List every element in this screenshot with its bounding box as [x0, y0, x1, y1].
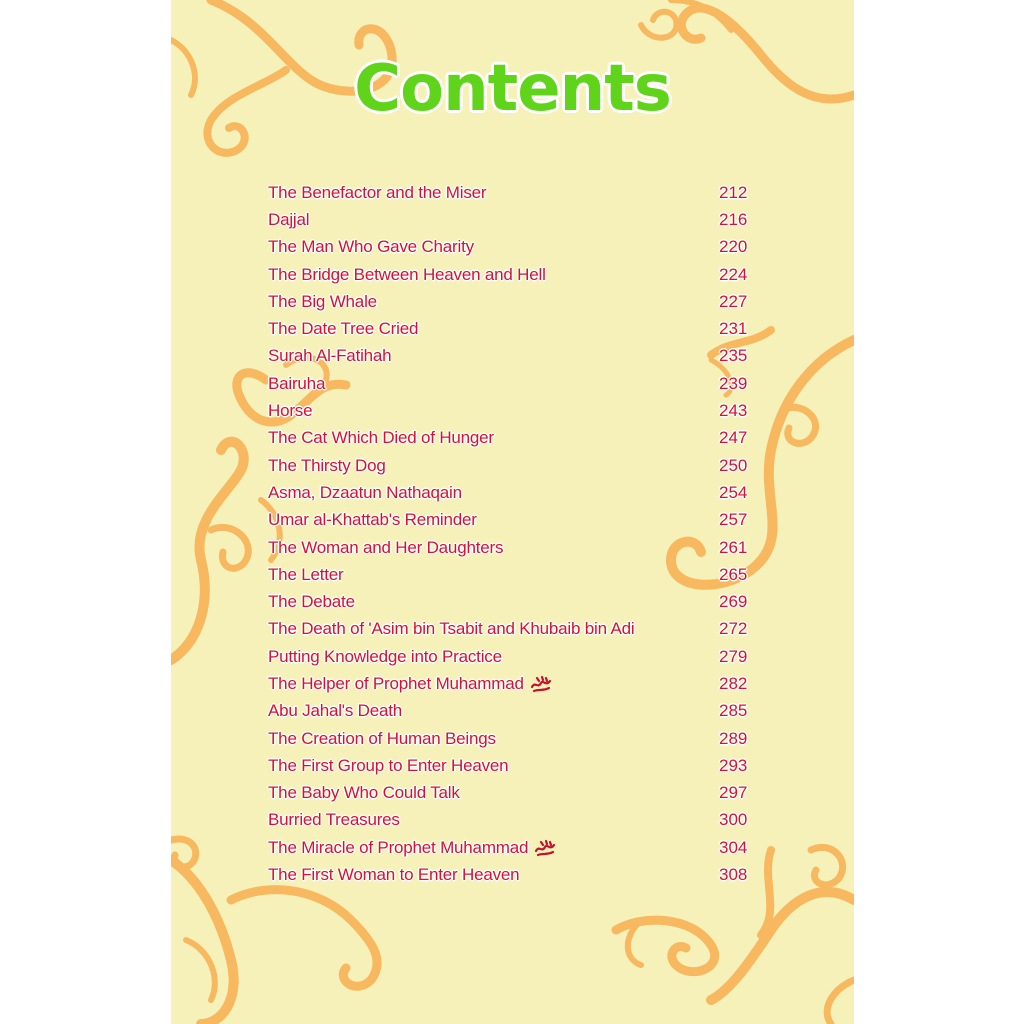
toc-entry [268, 616, 755, 643]
toc-entry-page-number: 257 [719, 510, 748, 530]
toc-entry-page-number: 254 [719, 482, 748, 502]
toc-entry-title [268, 729, 496, 749]
toc-entry-title-text: Horse [268, 401, 313, 421]
toc-entry-title-text: Surah Al-Fatihah [268, 346, 392, 366]
toc-entry-title [268, 619, 634, 639]
toc-entry [268, 315, 755, 342]
toc-entry-page-number: 227 [719, 291, 748, 311]
toc-entry-title-text: The Big Whale [268, 291, 377, 311]
toc-entry [268, 425, 755, 452]
toc-entry-title [268, 428, 494, 448]
toc-entry-title-text: The Debate [268, 592, 355, 612]
toc-entry-title [268, 701, 402, 721]
toc-entry [268, 698, 755, 725]
toc-entry-page-number: 247 [719, 428, 748, 448]
toc-entry-title-text: The Bridge Between Heaven and Hell [268, 264, 546, 284]
toc-entry-title-text: Burried Treasures [268, 810, 400, 830]
toc-entry-title [268, 374, 325, 394]
toc-entry [268, 206, 755, 233]
toc-entry [268, 588, 755, 615]
toc-entry-title [268, 237, 474, 257]
toc-entry [268, 507, 755, 534]
toc-entry-title-text: The Thirsty Dog [268, 455, 386, 475]
toc-entry-title-text: The Miracle of Prophet Muhammad [268, 837, 529, 857]
toc-entry-title [268, 674, 552, 694]
toc-entry-title-text: The Woman and Her Daughters [268, 537, 504, 557]
toc-entry-page-number: 285 [719, 701, 748, 721]
toc-entry [268, 234, 755, 261]
toc-entry-page-number: 272 [719, 619, 748, 639]
toc-entry [268, 479, 755, 506]
toc-entry-page-number: 212 [719, 182, 748, 202]
toc-entry-title [268, 865, 519, 885]
toc-entry-title [268, 292, 377, 312]
toc-entry-page-number: 279 [719, 646, 748, 666]
toc-entry-title-text: Putting Knowledge into Practice [268, 646, 502, 666]
toc-entry-page-number: 250 [719, 455, 748, 475]
toc-entry-title [268, 510, 477, 530]
saw-calligraphy-icon [530, 675, 552, 693]
toc-entry-title [268, 401, 312, 421]
toc-entry-page-number: 235 [719, 346, 748, 366]
toc-entry-title-text: Umar al-Khattab's Reminder [268, 510, 477, 530]
toc-entry-page-number: 269 [719, 592, 748, 612]
toc-entry-title-text: The Benefactor and the Miser [268, 182, 487, 202]
toc-entry-title-text: The Letter [268, 564, 344, 584]
toc-entry-page-number: 282 [719, 673, 748, 693]
toc-entry-title [268, 319, 418, 339]
table-of-contents [268, 179, 755, 889]
toc-entry-title [268, 565, 344, 585]
toc-entry [268, 561, 755, 588]
toc-entry [268, 643, 755, 670]
toc-entry [268, 397, 755, 424]
toc-entry [268, 725, 755, 752]
toc-entry-title-text: The Date Tree Cried [268, 319, 419, 339]
toc-entry [268, 834, 755, 861]
toc-entry [268, 261, 755, 288]
toc-entry-title [268, 183, 486, 203]
toc-entry-page-number: 297 [719, 783, 748, 803]
toc-entry-title [268, 592, 355, 612]
toc-entry [268, 288, 755, 315]
toc-entry-page-number: 304 [719, 837, 748, 857]
toc-entry-title-text: Asma, Dzaatun Nathaqain [268, 482, 462, 502]
toc-entry-page-number: 265 [719, 564, 748, 584]
page-title: Contents [354, 52, 671, 126]
toc-entry [268, 670, 755, 697]
toc-entry-title [268, 783, 460, 803]
toc-entry-title [268, 647, 502, 667]
toc-entry-title-text: The First Woman to Enter Heaven [268, 865, 520, 885]
toc-entry [268, 861, 755, 888]
saw-calligraphy-icon [534, 839, 556, 857]
toc-entry [268, 807, 755, 834]
toc-entry-title [268, 538, 503, 558]
toc-entry-page-number: 289 [719, 728, 748, 748]
toc-entry [268, 534, 755, 561]
toc-entry-title [268, 838, 556, 858]
toc-entry-title-text: Abu Jahal's Death [268, 701, 403, 721]
toc-entry-title [268, 346, 391, 366]
toc-entry-title-text: Dajjal [268, 209, 310, 229]
toc-entry-page-number: 216 [719, 209, 748, 229]
toc-entry-page-number: 224 [719, 264, 748, 284]
toc-entry-title [268, 483, 462, 503]
toc-entry-title [268, 210, 309, 230]
toc-entry-title-text: The Baby Who Could Talk [268, 783, 460, 803]
toc-entry-page-number: 293 [719, 755, 748, 775]
toc-entry-page-number: 220 [719, 237, 748, 257]
book-page [171, 0, 854, 1024]
toc-entry-title [268, 456, 386, 476]
toc-entry-title-text: The Cat Which Died of Hunger [268, 428, 494, 448]
toc-entry [268, 179, 755, 206]
toc-entry-page-number: 239 [719, 373, 748, 393]
toc-entry-page-number: 308 [719, 865, 748, 885]
toc-entry-page-number: 261 [719, 537, 748, 557]
toc-entry-title [268, 265, 546, 285]
toc-entry-title [268, 810, 400, 830]
toc-entry [268, 343, 755, 370]
toc-entry [268, 452, 755, 479]
toc-entry [268, 752, 755, 779]
toc-entry-page-number: 231 [719, 319, 748, 339]
toc-entry-title-text: The Helper of Prophet Muhammad [268, 673, 524, 693]
toc-entry-title-text: Bairuha [268, 373, 326, 393]
toc-entry-title [268, 756, 508, 776]
toc-entry-title-text: The Creation of Human Beings [268, 728, 496, 748]
toc-entry-title-text: The First Group to Enter Heaven [268, 755, 509, 775]
toc-entry-page-number: 243 [719, 401, 748, 421]
toc-entry-page-number: 300 [719, 810, 748, 830]
toc-entry [268, 370, 755, 397]
toc-entry [268, 780, 755, 807]
toc-entry-title-text: The Man Who Gave Charity [268, 237, 474, 257]
toc-entry-title-text: The Death of 'Asim bin Tsabit and Khubaib bin Adi [268, 619, 635, 639]
